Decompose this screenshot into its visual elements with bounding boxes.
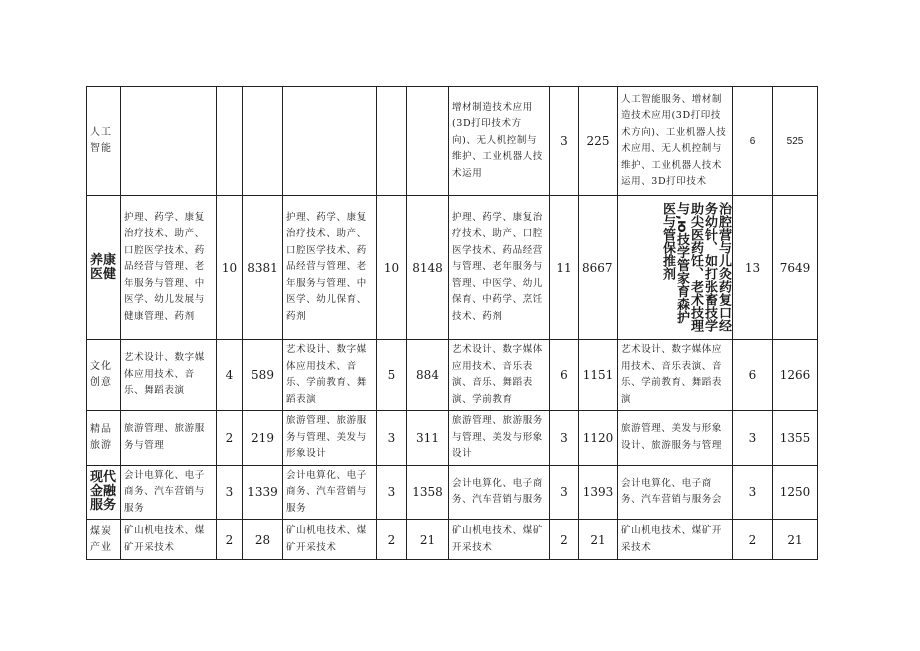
students-cell: 225 bbox=[579, 87, 618, 196]
count-cell: 2 bbox=[217, 520, 243, 560]
count-cell bbox=[377, 87, 407, 196]
majors-cell: 矿山机电技术、煤矿开采技术 bbox=[449, 520, 550, 560]
category-cell: 精品旅游 bbox=[87, 411, 121, 466]
majors-cell: 矿山机电技术、煤矿开采技术 bbox=[618, 520, 733, 560]
count-cell: 3 bbox=[550, 87, 579, 196]
table-row bbox=[87, 87, 818, 196]
students-cell: 311 bbox=[407, 411, 449, 466]
students-cell: 7649 bbox=[773, 196, 818, 340]
count-cell: 3 bbox=[550, 411, 579, 466]
table-row bbox=[87, 520, 818, 560]
majors-cell: 艺术设计、数字媒体应用技术、音乐、学前教育、舞蹈表演 bbox=[283, 340, 377, 411]
majors-cell: 会计电算化、电子商务、汽车营销与服务 bbox=[121, 465, 217, 520]
count-cell: 2 bbox=[377, 520, 407, 560]
count-cell bbox=[217, 87, 243, 196]
category-cell: 现代金融服务 bbox=[87, 465, 121, 520]
students-cell: 1339 bbox=[243, 465, 283, 520]
majors-cell bbox=[121, 87, 217, 196]
majors-cell: 旅游管理、旅游服务与管理、美发与形象设计 bbox=[283, 411, 377, 466]
count-cell: 6 bbox=[550, 340, 579, 411]
students-cell: 589 bbox=[243, 340, 283, 411]
count-cell: 6 bbox=[733, 340, 773, 411]
majors-cell: 增材制造技术应用(3D打印技术方向)、无人机控制与维护、工业机器人技术运用 bbox=[449, 87, 550, 196]
count-cell: 3 bbox=[550, 465, 579, 520]
count-cell: 3 bbox=[377, 411, 407, 466]
table-row bbox=[87, 411, 818, 466]
count-cell: 4 bbox=[217, 340, 243, 411]
count-cell: 3 bbox=[733, 411, 773, 466]
majors-cell: 矿山机电技术、煤矿开采技术 bbox=[121, 520, 217, 560]
students-cell: 1393 bbox=[579, 465, 618, 520]
majors-cell: 会计电算化、电子商务、汽车营销与服务会 bbox=[618, 465, 733, 520]
enrollment-table bbox=[86, 86, 818, 560]
count-cell: 10 bbox=[217, 196, 243, 340]
majors-cell: 旅游管理、旅游服务与管理 bbox=[121, 411, 217, 466]
students-cell bbox=[407, 87, 449, 196]
majors-cell: 艺术设计、数字媒体应用技术、音乐表演、音乐、学前教育、舞蹈表演 bbox=[618, 340, 733, 411]
students-cell: 525 bbox=[773, 87, 818, 196]
students-cell: 28 bbox=[243, 520, 283, 560]
majors-cell: 旅游管理、美发与形象设计、旅游服务与管理 bbox=[618, 411, 733, 466]
students-cell: 1120 bbox=[579, 411, 618, 466]
count-cell: 3 bbox=[733, 465, 773, 520]
count-cell: 10 bbox=[377, 196, 407, 340]
students-cell: 8381 bbox=[243, 196, 283, 340]
students-cell: 1358 bbox=[407, 465, 449, 520]
majors-cell: 旅游管理、旅游服务与管理、美发与形象设计 bbox=[449, 411, 550, 466]
count-cell: 3 bbox=[377, 465, 407, 520]
count-cell: 6 bbox=[733, 87, 773, 196]
count-cell: 11 bbox=[550, 196, 579, 340]
students-cell: 8667 bbox=[579, 196, 618, 340]
table-row bbox=[87, 340, 818, 411]
majors-cell: 艺术设计、数字媒体应用技术、音乐表演、音乐、舞蹈表演、学前教育 bbox=[449, 340, 550, 411]
majors-cell: 护理、药学、康复治疗技术、助产、口腔医学技术、药品经营与管理、老年服务与管理、中医学、幼儿发展与健康管理、药剂 bbox=[121, 196, 217, 340]
students-cell: 219 bbox=[243, 411, 283, 466]
students-cell: 884 bbox=[407, 340, 449, 411]
students-cell: 1355 bbox=[773, 411, 818, 466]
count-cell: 3 bbox=[217, 465, 243, 520]
table-row bbox=[87, 196, 818, 340]
majors-cell bbox=[283, 87, 377, 196]
majors-cell: 会计电算化、电子商务、汽车营销与服务 bbox=[449, 465, 550, 520]
majors-cell: 会计电算化、电子商务、汽车营销与服务 bbox=[283, 465, 377, 520]
count-cell: 2 bbox=[217, 411, 243, 466]
category-cell: 养康医健 bbox=[87, 196, 121, 340]
category-cell: 文化创意 bbox=[87, 340, 121, 411]
count-cell: 13 bbox=[733, 196, 773, 340]
majors-cell-vertical bbox=[618, 196, 733, 340]
majors-cell: 艺术设计、数字媒体应用技术、音乐、舞蹈表演 bbox=[121, 340, 217, 411]
count-cell: 2 bbox=[733, 520, 773, 560]
majors-cell: 护理、药学、康复治疗技术、助产、口腔医学技术、药品经营与管理、老年服务与管理、中医学、幼儿保育、药剂 bbox=[283, 196, 377, 340]
students-cell: 1266 bbox=[773, 340, 818, 411]
count-cell: 2 bbox=[550, 520, 579, 560]
students-cell: 8148 bbox=[407, 196, 449, 340]
rotated-majors-text: 治腔营与儿灸药复口经务幼针、如打张畜技学助尖医药饪、老术技理与,ю技学管家育森护医与管保推剂 bbox=[660, 201, 731, 332]
students-cell: 21 bbox=[579, 520, 618, 560]
majors-cell: 矿山机电技术、煤矿开采技术 bbox=[283, 520, 377, 560]
students-cell bbox=[243, 87, 283, 196]
students-cell: 1151 bbox=[579, 340, 618, 411]
students-cell: 21 bbox=[773, 520, 818, 560]
count-cell: 5 bbox=[377, 340, 407, 411]
table-row bbox=[87, 465, 818, 520]
majors-cell: 人工智能服务、增材制造技术应用(3D打印技术方向)、工业机器人技术应用、无人机控制与维护、工业机器人技术运用、3D打印技术 bbox=[618, 87, 733, 196]
category-cell: 煤炭产业 bbox=[87, 520, 121, 560]
category-cell: 人工智能 bbox=[87, 87, 121, 196]
majors-cell: 护理、药学、康复治疗技术、助产、口腔医学技术、药品经营与管理、老年服务与管理、中医学、幼儿保育、中药学、烹饪技术、药剂 bbox=[449, 196, 550, 340]
students-cell: 21 bbox=[407, 520, 449, 560]
students-cell: 1250 bbox=[773, 465, 818, 520]
